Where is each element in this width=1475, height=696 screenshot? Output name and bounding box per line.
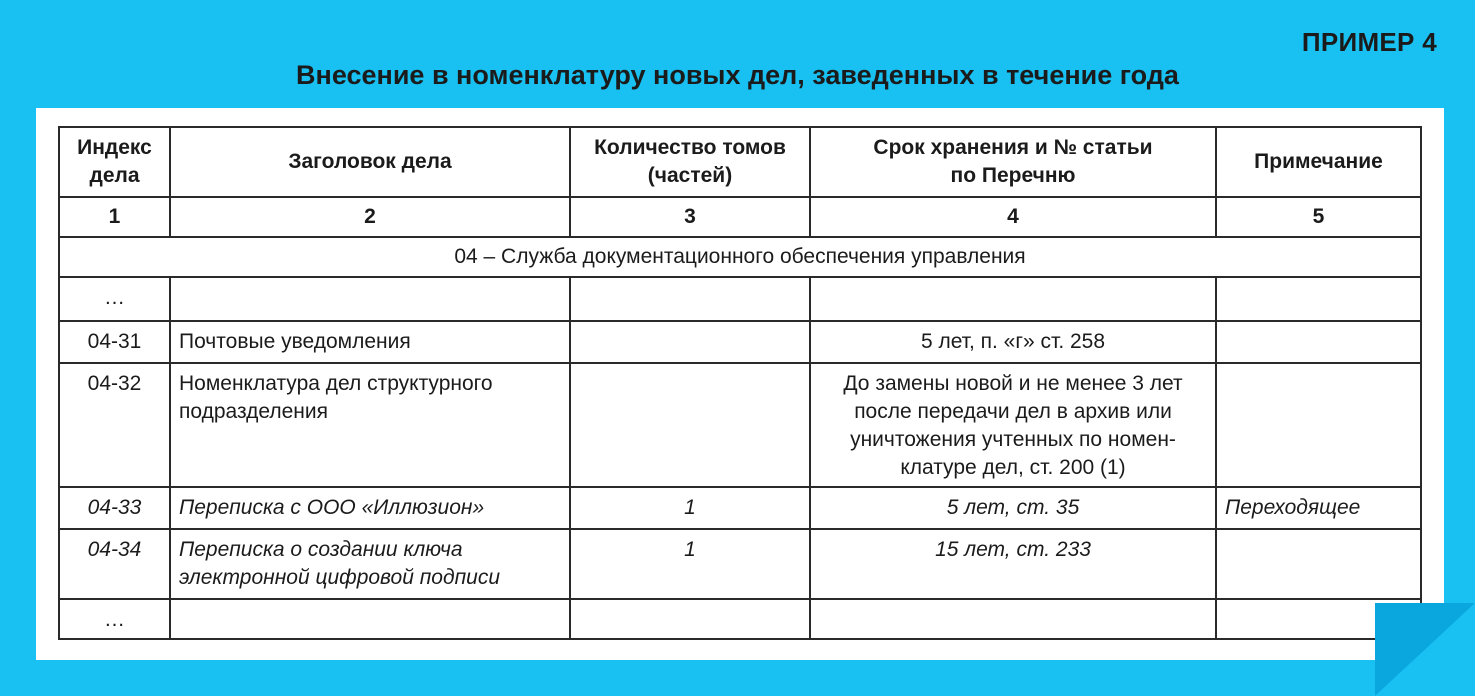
cell-index: 04-31 <box>59 321 170 363</box>
cell-note: Переходящее <box>1216 487 1421 529</box>
cell-note <box>1216 277 1421 321</box>
column-header-volumes: Количество томов (частей) <box>570 127 810 197</box>
example-label: ПРИМЕР 4 <box>1301 27 1437 57</box>
cell-index: 04-33 <box>59 487 170 529</box>
cell-title: Номенклатура дел структурного подразделения <box>170 363 570 487</box>
column-header-storage: Срок хранения и № статьи по Перечню <box>810 127 1216 197</box>
cell-volumes <box>570 277 810 321</box>
column-number: 3 <box>570 197 810 237</box>
cell-title: Почтовые уведомления <box>170 321 570 363</box>
table-row <box>59 277 1421 321</box>
table-row <box>59 363 1421 487</box>
table-row <box>59 321 1421 363</box>
column-number-row <box>59 197 1421 237</box>
nomenclature-table <box>58 126 1422 640</box>
cell-title <box>170 277 570 321</box>
cell-index: … <box>59 277 170 321</box>
header-row <box>59 127 1421 197</box>
column-header-note: Примечание <box>1216 127 1421 197</box>
cell-index: 04-32 <box>59 363 170 487</box>
column-number: 4 <box>810 197 1216 237</box>
cell-volumes: 1 <box>570 529 810 599</box>
table-row <box>59 529 1421 599</box>
cell-volumes <box>570 321 810 363</box>
cell-note <box>1216 363 1421 487</box>
table-row <box>59 487 1421 529</box>
cell-storage: 5 лет, ст. 35 <box>810 487 1216 529</box>
cell-note <box>1216 321 1421 363</box>
table-panel <box>36 108 1444 660</box>
cell-index: 04-34 <box>59 529 170 599</box>
column-header-title: Заголовок дела <box>170 127 570 197</box>
table-row <box>59 599 1421 639</box>
cell-title <box>170 599 570 639</box>
cell-title: Переписка с ООО «Иллюзион» <box>170 487 570 529</box>
document-title: Внесение в номенклатуру новых дел, заведенных в течение года <box>296 60 1179 90</box>
cell-storage: 15 лет, ст. 233 <box>810 529 1216 599</box>
page-curl-corner <box>1375 603 1475 696</box>
column-number: 5 <box>1216 197 1421 237</box>
cell-storage: До замены новой и не менее 3 лет после передачи дел в архив или уничтожения учтенных по номен- клатуре дел, ст. 200 (1) <box>810 363 1216 487</box>
cell-volumes <box>570 363 810 487</box>
column-number: 1 <box>59 197 170 237</box>
cell-storage: 5 лет, п. «г» ст. 258 <box>810 321 1216 363</box>
section-title: 04 – Служба документационного обеспечения управления <box>59 237 1421 277</box>
cell-storage <box>810 277 1216 321</box>
column-header-index: Индекс дела <box>59 127 170 197</box>
cell-storage <box>810 599 1216 639</box>
cell-volumes: 1 <box>570 487 810 529</box>
cell-volumes <box>570 599 810 639</box>
cell-index: … <box>59 599 170 639</box>
cell-title: Переписка о создании ключа электронной цифровой подписи <box>170 529 570 599</box>
section-row <box>59 237 1421 277</box>
cell-note <box>1216 529 1421 599</box>
column-number: 2 <box>170 197 570 237</box>
